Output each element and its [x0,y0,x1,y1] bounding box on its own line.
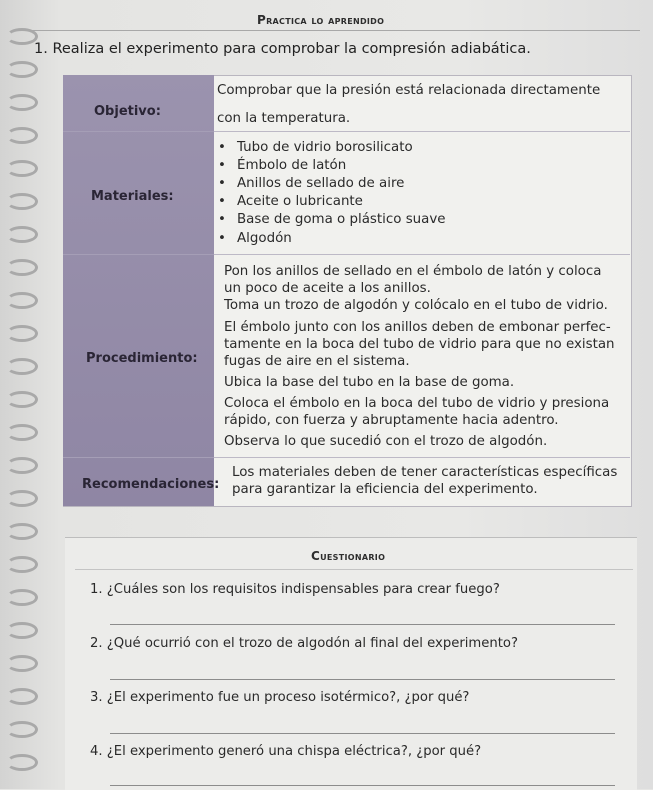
procedure-line: un poco de aceite a los anillos. [224,281,431,296]
question-1: 1. ¿Cuáles son los requisitos indispensables para crear fuego? [90,582,500,597]
spiral-binding [0,0,60,789]
binding-ring [6,391,38,408]
answer-line-3[interactable] [110,733,615,734]
recommendation-line: para garantizar la eficiencia del experimento. [232,482,538,497]
binding-ring [6,523,38,540]
binding-ring [6,127,38,144]
bullet-icon: • [218,194,226,209]
recommendation-line: Los materiales deben de tener características específicas [232,465,618,480]
questionnaire-divider [75,569,633,570]
materials-label: Materiales: [91,189,174,204]
section-title: Practica lo aprendido [257,13,385,27]
row-divider [63,457,214,458]
binding-ring [6,721,38,738]
binding-ring [6,556,38,573]
binding-ring [6,589,38,606]
answer-line-4[interactable] [110,785,615,786]
binding-ring [6,61,38,78]
binding-ring [6,358,38,375]
answer-line-2[interactable] [110,679,615,680]
procedure-line: Ubica la base del tubo en la base de goma. [224,375,515,390]
material-item: Anillos de sellado de aire [237,176,405,191]
binding-ring [6,688,38,705]
material-item: Émbolo de latón [237,158,347,173]
bullet-icon: • [218,176,226,191]
row-divider [214,457,630,458]
questionnaire-title: Cuestionario [311,549,386,563]
question-2: 2. ¿Qué ocurrió con el trozo de algodón al final del experimento? [90,636,518,651]
binding-ring [6,754,38,771]
row-divider [214,254,630,255]
procedure-line: tamente en la boca del tubo de vidrio para que no existan [224,337,615,352]
procedure-line: Toma un trozo de algodón y colócalo en el tubo de vidrio. [224,298,608,313]
bullet-icon: • [218,140,226,155]
procedure-line: El émbolo junto con los anillos deben de embonar perfec- [224,320,611,335]
recommendations-label: Recomendaciones: [82,477,220,492]
binding-ring [6,490,38,507]
objective-line: Comprobar que la presión está relacionada directamente [217,83,601,98]
binding-ring [6,259,38,276]
row-divider [214,131,630,132]
procedure-line: Observa lo que sucedió con el trozo de algodón. [224,434,548,449]
binding-ring [6,325,38,342]
title-divider [30,30,640,31]
bullet-icon: • [218,231,226,246]
question-3: 3. ¿El experimento fue un proceso isotérmico?, ¿por qué? [90,690,470,705]
question-4: 4. ¿El experimento generó una chispa eléctrica?, ¿por qué? [90,744,482,759]
procedure-line: Coloca el émbolo en la boca del tubo de vidrio y presiona [224,396,610,411]
binding-ring [6,226,38,243]
bullet-icon: • [218,212,226,227]
binding-ring [6,622,38,639]
binding-ring [6,424,38,441]
answer-line-1[interactable] [110,624,615,625]
binding-ring [6,193,38,210]
procedure-label: Procedimiento: [86,351,198,366]
material-item: Algodón [237,231,292,246]
objective-label: Objetivo: [94,104,161,119]
table-label-column [63,75,214,506]
binding-ring [6,292,38,309]
procedure-line: rápido, con fuerza y abruptamente hacia adentro. [224,413,559,428]
material-item: Tubo de vidrio borosilicato [237,140,413,155]
binding-ring [6,457,38,474]
objective-line: con la temperatura. [217,111,351,126]
procedure-line: fugas de aire en el sistema. [224,354,410,369]
binding-ring [6,94,38,111]
material-item: Aceite o lubricante [237,194,363,209]
experiment-heading: 1. Realiza el experimento para comprobar la compresión adiabática. [34,41,531,57]
material-item: Base de goma o plástico suave [237,212,446,227]
bullet-icon: • [218,158,226,173]
binding-ring [6,160,38,177]
row-divider [63,254,214,255]
procedure-line: Pon los anillos de sellado en el émbolo de latón y coloca [224,264,602,279]
row-divider [63,131,214,132]
binding-ring [6,655,38,672]
